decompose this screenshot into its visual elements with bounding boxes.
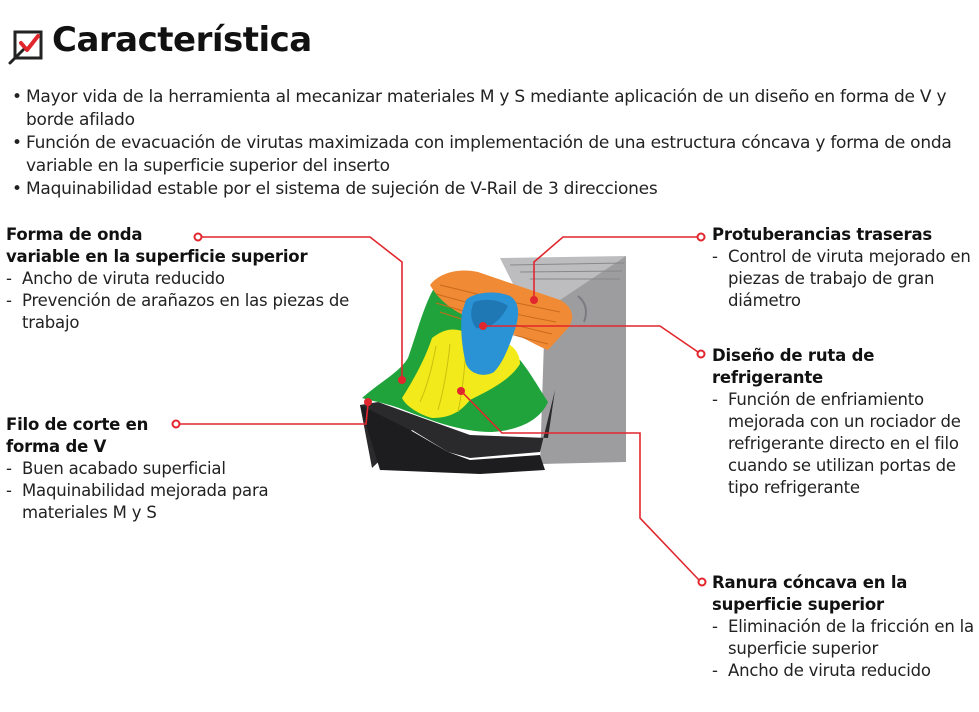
- callout-wave-form: [6, 224, 386, 334]
- callout-item: - Control de viruta mejorado en piezas de trabajo de gran diámetro: [712, 246, 976, 312]
- callout-coolant-path: [712, 345, 976, 499]
- callout-title: Protuberancias traseras: [712, 225, 933, 244]
- feature-item: • Función de evacuación de virutas maximizada con implementación de una estructura cóncava y forma de onda variable en la superficie superior del inserto: [12, 132, 962, 178]
- marker-edge: [364, 398, 372, 406]
- callout-title: Filo de corte en: [6, 415, 149, 434]
- callout-rear-protrusions: [712, 224, 976, 312]
- marker-rear: [530, 296, 538, 304]
- marker-coolant-end: [698, 351, 705, 358]
- page-title: Característica: [52, 20, 312, 60]
- callout-item: - Eliminación de la fricción en la superficie superior: [712, 616, 976, 660]
- callout-item: - Buen acabado superficial: [6, 458, 336, 480]
- callout-title: variable en la superficie superior: [6, 247, 308, 266]
- callout-item: - Función de enfriamiento mejorada con un rociador de refrigerante directo en el filo cuando se utilizan portas de tipo refrigerante: [712, 389, 976, 499]
- marker-groove: [457, 387, 465, 395]
- feature-item: • Maquinabilidad estable por el sistema de sujeción de V-Rail de 3 direcciones: [12, 178, 962, 201]
- marker-wave: [398, 376, 406, 384]
- callout-title: refrigerante: [712, 368, 823, 387]
- feature-item: • Mayor vida de la herramienta al mecanizar materiales M y S mediante aplicación de un diseño en forma de V y borde afilado: [12, 86, 962, 132]
- callout-title: Ranura cóncava en la: [712, 573, 908, 592]
- marker-rear-end: [698, 234, 705, 241]
- marker-coolant: [479, 322, 487, 330]
- callout-title: Forma de onda: [6, 225, 143, 244]
- callout-title: superficie superior: [712, 595, 884, 614]
- marker-groove-end: [699, 579, 706, 586]
- callout-concave-groove: [712, 572, 976, 682]
- callout-item: - Ancho de viruta reducido: [712, 660, 976, 682]
- callout-title: forma de V: [6, 437, 107, 456]
- callout-title: Diseño de ruta de: [712, 346, 875, 365]
- callout-cutting-edge: [6, 414, 336, 524]
- callout-item: - Maquinabilidad mejorada para materiales M y S: [6, 480, 336, 524]
- callout-item: - Ancho de viruta reducido: [6, 268, 386, 290]
- callout-item: - Prevención de arañazos en las piezas de trabajo: [6, 290, 386, 334]
